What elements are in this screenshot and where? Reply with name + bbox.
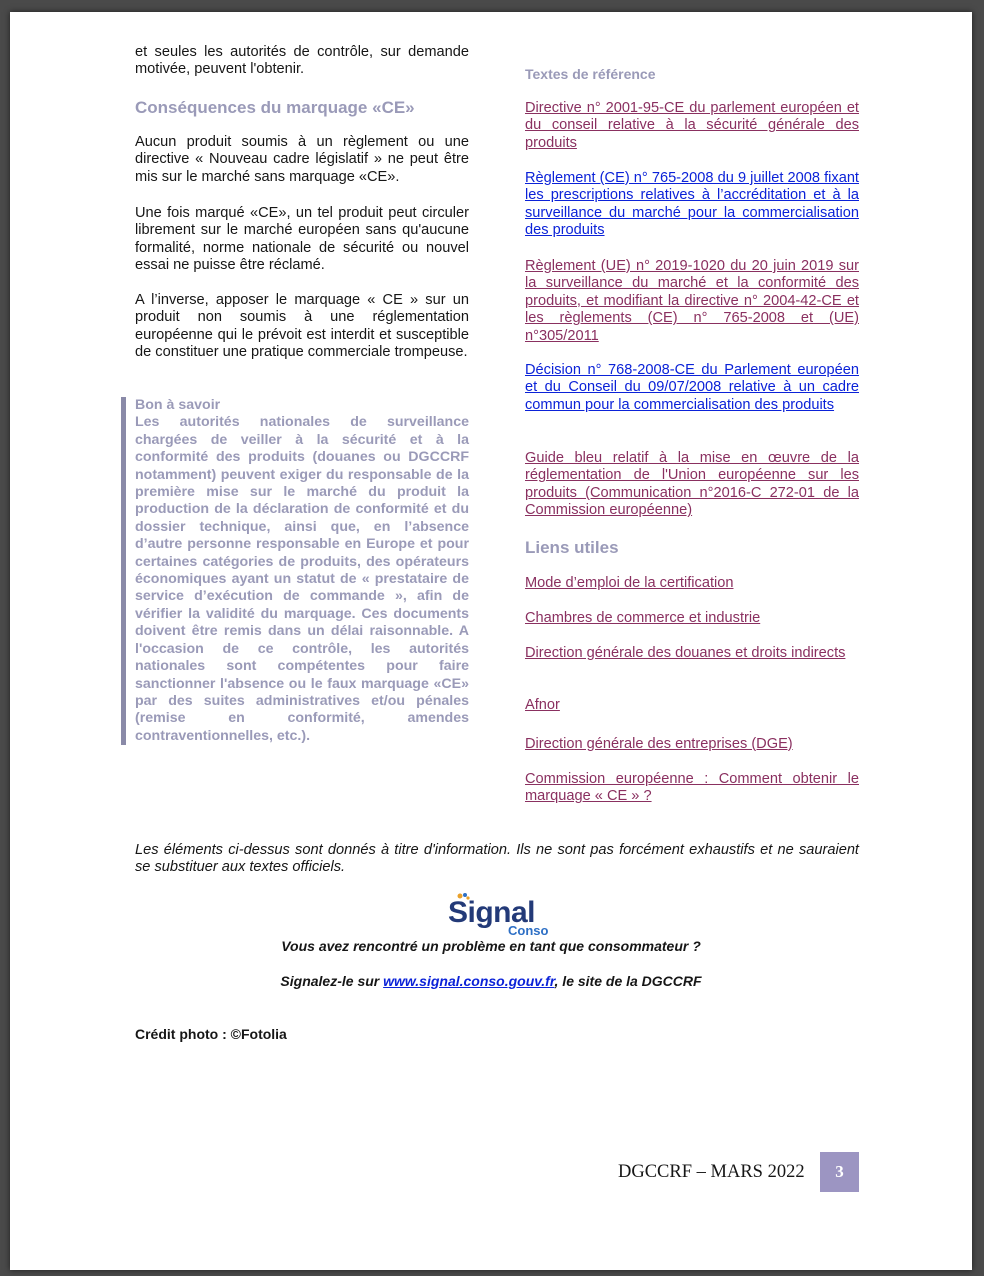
link-commission-europeenne[interactable]: Commission européenne : Comment obtenir le marquage « CE » ? [525, 771, 859, 805]
callout-title: Bon à savoir [135, 397, 221, 413]
footer-label: DGCCRF – MARS 2022 [618, 1162, 805, 1182]
link-chambres-commerce[interactable]: Chambres de commerce et industrie [525, 610, 761, 626]
reference-link-reglement-765-2008[interactable]: Règlement (CE) n° 765-2008 du 9 juillet 2008 fixant les prescriptions relatives à l’accréditation et à la surveillance du marché pour la commercialisation des produits [525, 170, 859, 239]
link-dge[interactable]: Direction générale des entreprises (DGE) [525, 736, 793, 752]
paragraph-1: Aucun produit soumis à un règlement ou une directive « Nouveau cadre législatif » ne peut être mis sur le marché sans marquage «CE». [135, 134, 469, 185]
link-certification[interactable]: Mode d’emploi de la certification [525, 575, 734, 591]
reference-link-reglement-2019-1020[interactable]: Règlement (UE) n° 2019-1020 du 20 juin 2019 sur la surveillance du marché et la conformité des produits, et modifiant la directive n° 2004-42-CE et les règlements (CE) n° 765-2008 et (UE) n°305/2011 [525, 258, 859, 344]
callout-box [121, 397, 469, 745]
intro-paragraph: et seules les autorités de contrôle, sur demande motivée, peuvent l'obtenir. [135, 44, 469, 78]
logo-signal-word: Signal [448, 896, 536, 929]
section-heading: Conséquences du marquage «CE» [135, 98, 415, 117]
logo-conso-word: Conso [508, 923, 549, 938]
paragraph-2: Une fois marqué «CE», un tel produit peut circuler librement sur le marché européen sans qu'aucune formalité, norme nationale de sécurité ou nouvel essai ne puisse être réclamé. [135, 205, 469, 274]
link-douanes[interactable]: Direction générale des douanes et droits indirects [525, 645, 846, 661]
photo-credit: Crédit photo : ©Fotolia [135, 1026, 287, 1042]
report-suffix: , le site de la DGCCRF [554, 973, 702, 989]
page-number-badge [820, 1152, 859, 1192]
report-prefix: Signalez-le sur [280, 973, 384, 989]
reference-link-decision-768-2008[interactable]: Décision n° 768-2008-CE du Parlement européen et du Conseil du 09/07/2008 relative à un cadre commun pour la commercialisation des produits [525, 362, 859, 413]
callout-body: Les autorités nationales de surveillance chargées de veiller à la sécurité et à la conformité des produits (douanes ou DGCCRF notamment) peuvent exiger du responsable de la première mise sur le marché du produit la production de la déclaration de conformité et du dossier technique, ainsi que, en l’absence d’autre personne responsable en Europe et pour certaines catégories de produits, des opérateurs économiques ayant un statut de « prestataire de service d’exécution de commande », afin de vérifier la validité du marquage. Ces documents doivent être remis dans un délai raisonnable. A l'occasion de ce contrôle, les autorités nationales sont compétentes pour faire sanctionner l'absence ou le faux marquage «CE» par des suites administratives et/ou pénales (remise en conformité, amendes contraventionnelles, etc.). [135, 414, 469, 744]
page-number: 3 [835, 1162, 844, 1181]
paragraph-3: A l’inverse, apposer le marquage « CE » sur un produit non soumis à une réglementation européenne qui le prévoit est interdit et susceptible de constituer une pratique commerciale trompeuse. [135, 292, 469, 361]
signal-conso-link[interactable]: www.signal.conso.gouv.fr [383, 973, 555, 989]
signal-conso-logo [446, 892, 556, 938]
reference-link-guide-bleu[interactable]: Guide bleu relatif à la mise en œuvre de la réglementation de l'Union européenne sur les produits (Communication n°2016-C 272-01 de la Commission européenne) [525, 450, 859, 519]
document-page [10, 12, 972, 1270]
links-title: Liens utiles [525, 538, 619, 557]
disclaimer: Les éléments ci-dessus sont donnés à titre d'information. Ils ne sont pas forcément exhaustifs et ne sauraient se substituer aux textes officiels. [135, 842, 859, 876]
signal-question: Vous avez rencontré un problème en tant que consommateur ? [281, 938, 701, 954]
link-afnor[interactable]: Afnor [525, 697, 560, 713]
references-title: Textes de référence [525, 66, 656, 82]
reference-link-directive-2001-95[interactable]: Directive n° 2001-95-CE du parlement européen et du conseil relative à la sécurité générale des produits [525, 100, 859, 151]
signal-report-line [210, 973, 772, 989]
